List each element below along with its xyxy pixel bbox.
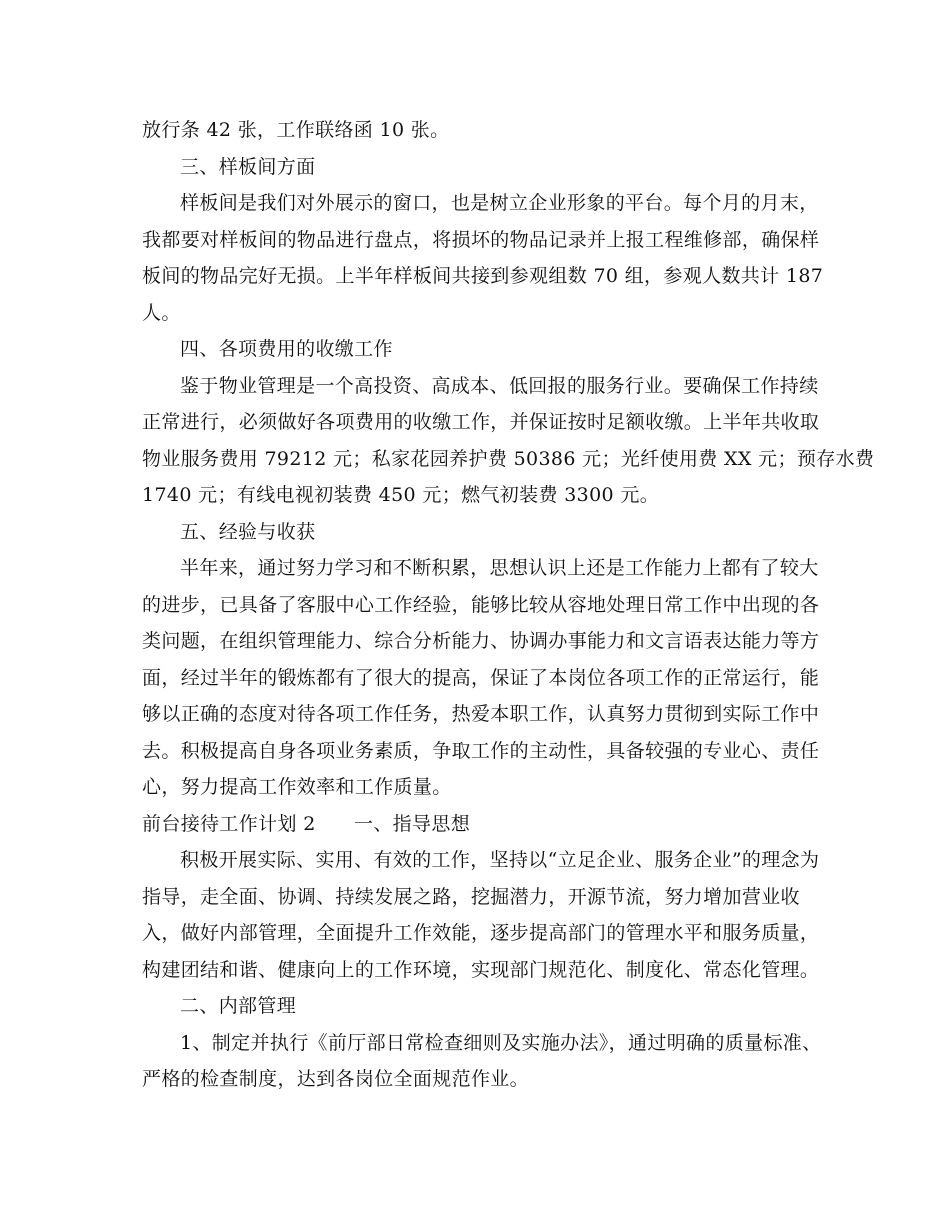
text-line: 1740 元；有线电视初装费 450 元；燃气初装费 3300 元。 bbox=[142, 484, 660, 506]
text-line: 板间的物品完好无损。上半年样板间共接到参观组数 70 组，参观人数共计 187 bbox=[142, 265, 824, 287]
text-line: 去。积极提高自身各项业务素质，争取工作的主动性，具备较强的专业心、责任 bbox=[142, 739, 820, 762]
section-heading: 五、经验与收获 bbox=[180, 520, 316, 543]
text-line: 1、制定并执行《前厅部日常检查细则及实施办法》，通过明确的质量标准、 bbox=[180, 1031, 822, 1054]
text-line: 物业服务费用 79212 元；私家花园养护费 50386 元；光纤使用费 XX 元；预存水费 bbox=[142, 447, 875, 470]
text-line: 心，努力提高工作效率和工作质量。 bbox=[142, 776, 452, 798]
section-heading: 三、样板间方面 bbox=[180, 155, 316, 178]
plan-title-line: 前台接待工作计划 2 一、指导思想 bbox=[142, 812, 471, 835]
text-line: 类问题，在组织管理能力、综合分析能力、协调办事能力和文言语表达能力等方 bbox=[142, 630, 820, 652]
text-line: 人。 bbox=[142, 301, 181, 324]
text-line: 鉴于物业管理是一个高投资、高成本、低回报的服务行业。要确保工作持续 bbox=[180, 374, 819, 397]
text-line: 构建团结和谐、健康向上的工作环境，实现部门规范化、制度化、常态化管理。 bbox=[142, 958, 820, 981]
text-line: 严格的检查制度，达到各岗位全面规范作业。 bbox=[142, 1068, 530, 1090]
text-line: 的进步，已具备了客服中心工作经验，能够比较从容地处理日常工作中出现的各 bbox=[142, 593, 820, 616]
text-line: 指导，走全面、协调、持续发展之路，挖掘潜力，开源节流，努力增加营业收 bbox=[142, 885, 800, 908]
text-line: 面，经过半年的锻炼都有了很大的提高，保证了本岗位各项工作的正常运行，能 bbox=[142, 666, 820, 689]
text-line: 够以正确的态度对待各项工作任务，热爱本职工作，认真努力贯彻到实际工作中 bbox=[142, 703, 820, 725]
text-line: 正常进行，必须做好各项费用的收缴工作，并保证按时足额收缴。上半年共收取 bbox=[142, 411, 820, 433]
text-line: 积极开展实际、实用、有效的工作，坚持以“立足企业、服务企业”的理念为 bbox=[180, 849, 820, 871]
text-line: 放行条 42 张，工作联络函 10 张。 bbox=[142, 119, 450, 141]
text-line: 半年来，通过努力学习和不断积累，思想认识上还是工作能力上都有了较大 bbox=[180, 557, 819, 579]
text-line: 样板间是我们对外展示的窗口，也是树立企业形象的平台。每个月的月末， bbox=[180, 192, 819, 214]
text-line: 入，做好内部管理，全面提升工作效能，逐步提高部门的管理水平和服务质量， bbox=[142, 922, 820, 944]
text-line: 我都要对样板间的物品进行盘点，将损坏的物品记录并上报工程维修部，确保样 bbox=[142, 228, 820, 251]
section-heading: 二、内部管理 bbox=[180, 995, 297, 1017]
document-body bbox=[142, 112, 875, 1098]
section-heading: 四、各项费用的收缴工作 bbox=[180, 338, 393, 360]
